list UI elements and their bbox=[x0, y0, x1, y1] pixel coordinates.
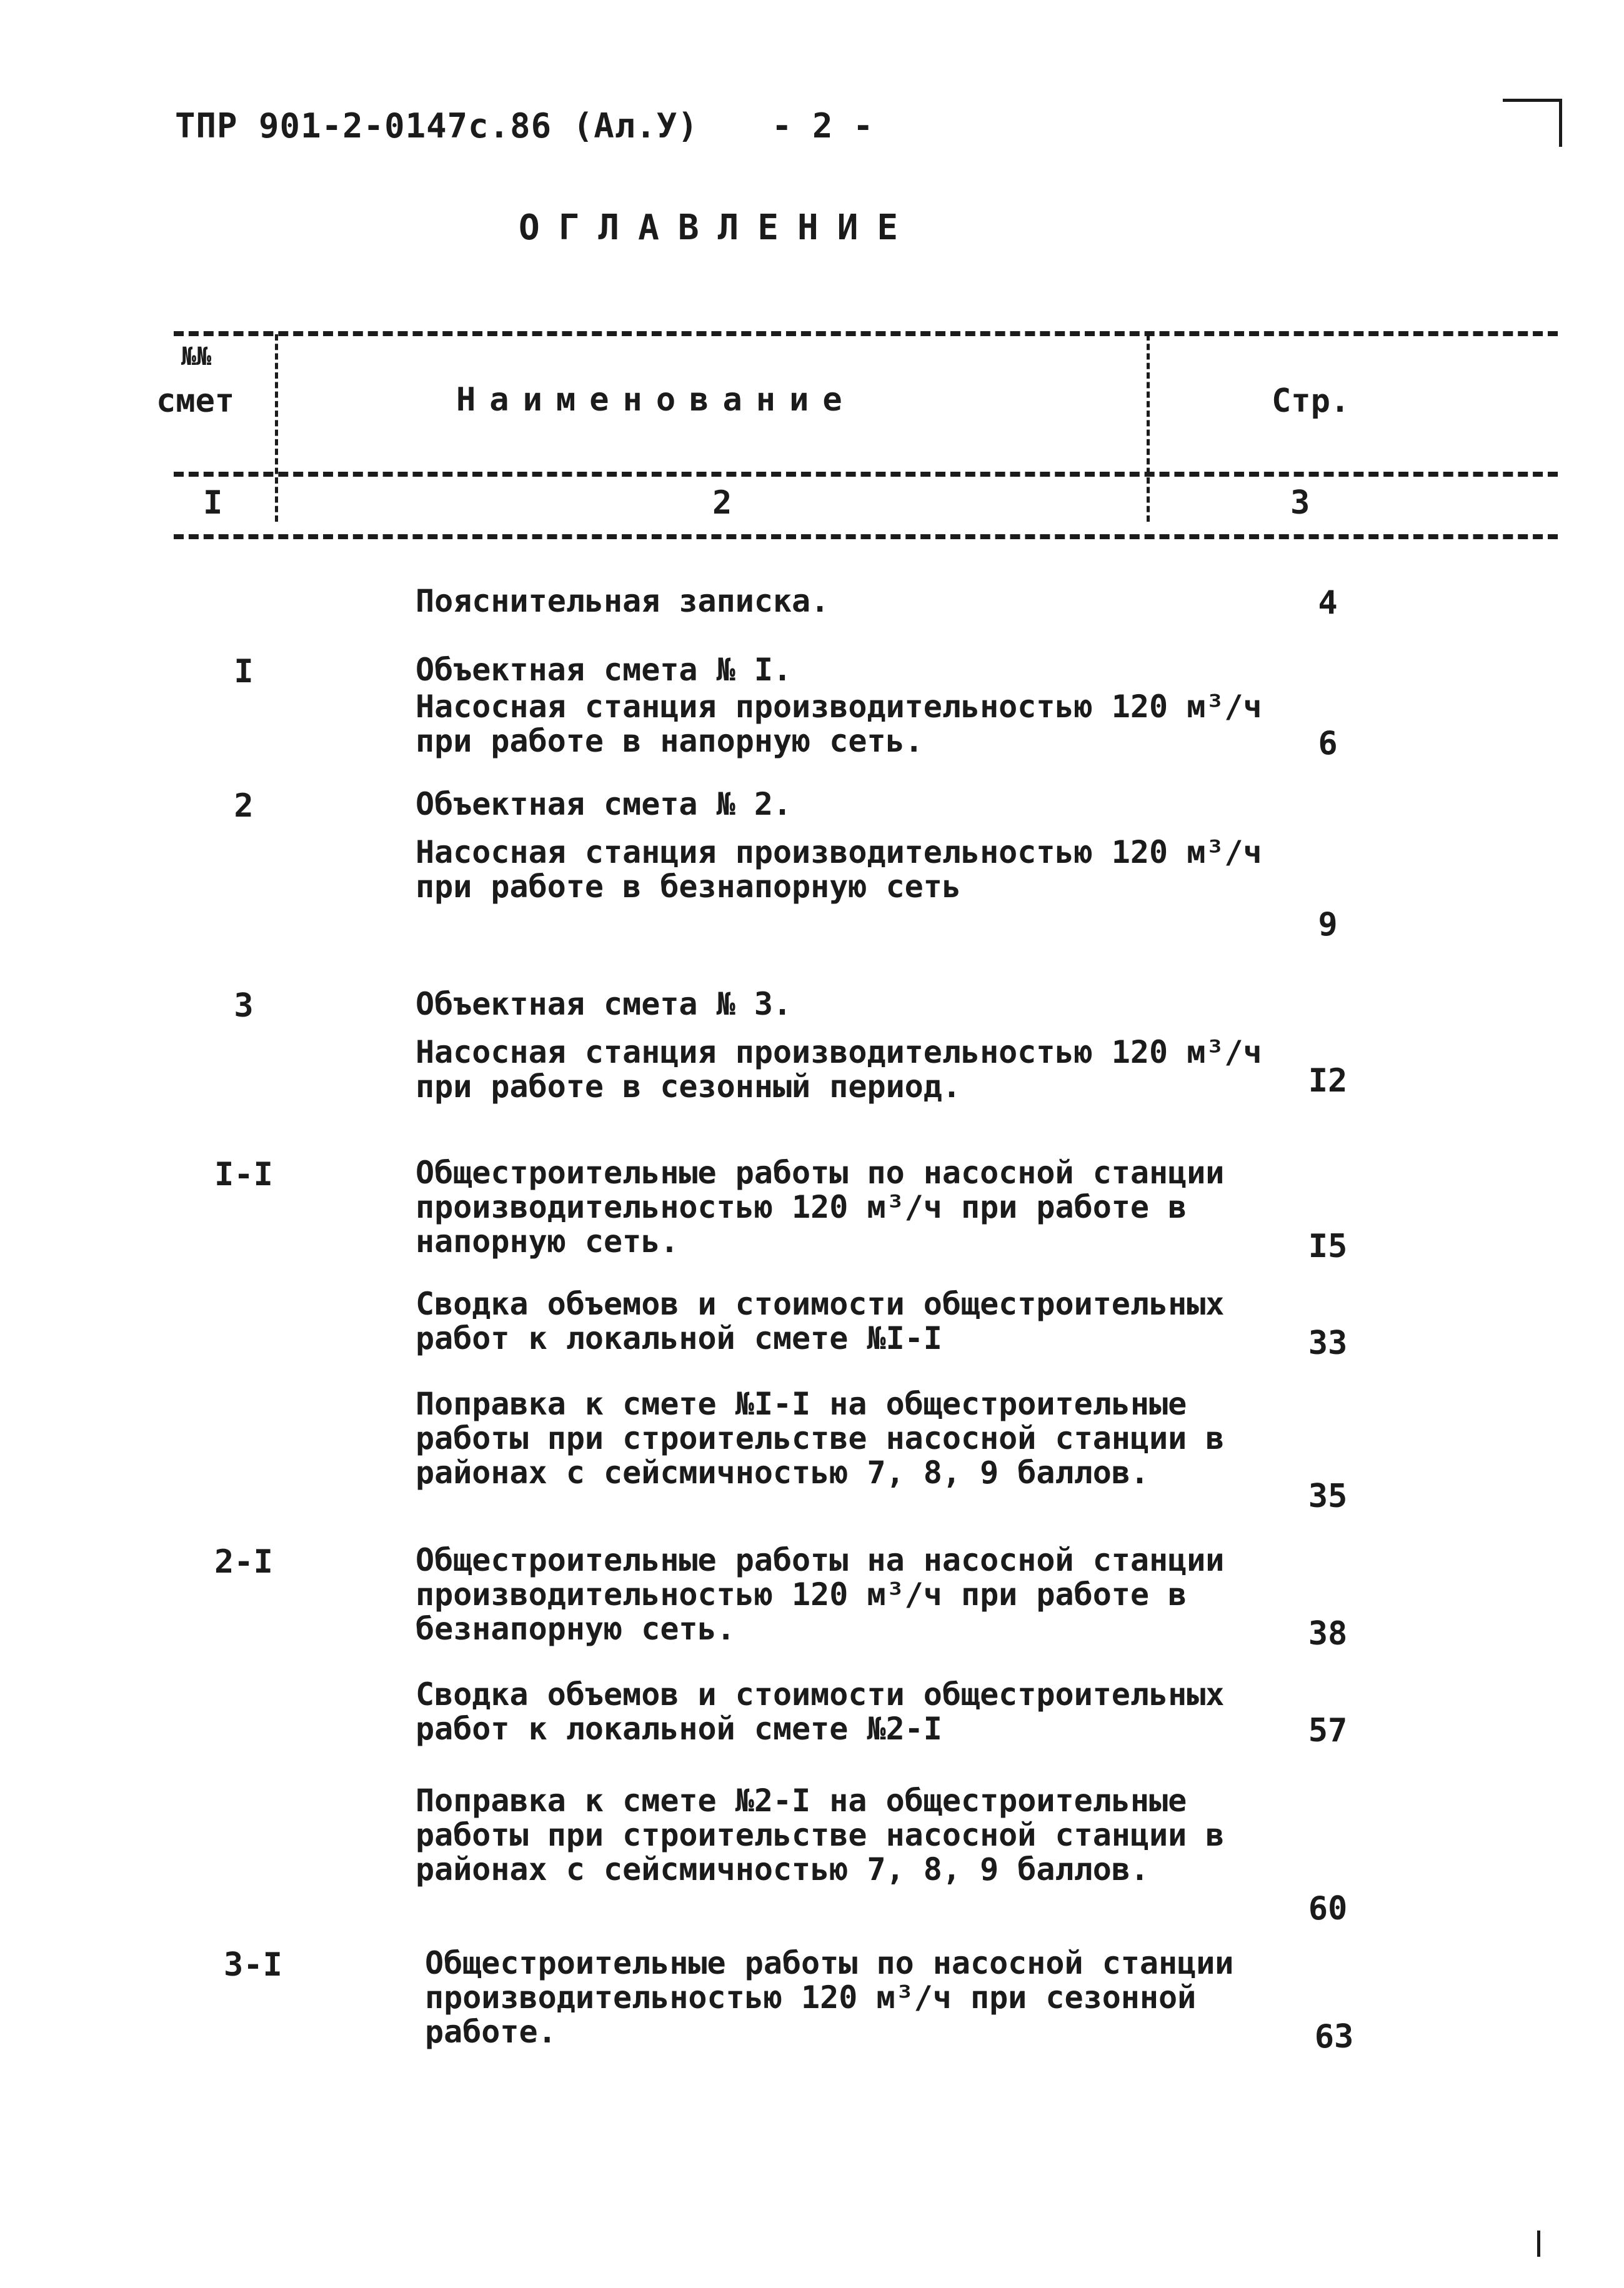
entry-page: I5 bbox=[1308, 1228, 1348, 1265]
entry-page: 4 bbox=[1318, 584, 1338, 622]
entry-page: 9 bbox=[1318, 906, 1338, 943]
entry-page: 63 bbox=[1314, 2018, 1354, 2056]
entry-page: 33 bbox=[1308, 1325, 1348, 1362]
entry-subtitle: Насосная станция производительностью 120 м³/ч при работе в напорную сеть. bbox=[416, 689, 1262, 759]
entry-page: 6 bbox=[1318, 725, 1338, 762]
entry-heading: Сводка объемов и стоимости общестроительных работ к локальной смете №2-I bbox=[416, 1676, 1225, 1747]
document-code: ТПР 901-2-0147с.86 (Ал.У) bbox=[175, 106, 699, 146]
entry-heading: Пояснительная записка. bbox=[416, 583, 830, 619]
entry-title bbox=[416, 1387, 1278, 1490]
entry-title bbox=[416, 1287, 1278, 1356]
entry-number: 2 bbox=[234, 787, 254, 825]
col2-number: 2 bbox=[712, 484, 732, 522]
column-separator-2 bbox=[1147, 334, 1150, 522]
entry-heading: Общестроительные работы по насосной станции производительностью 120 м³/ч при работе в напорную сеть. bbox=[416, 1155, 1225, 1260]
col1-number: I bbox=[203, 484, 223, 522]
entry-page: 57 bbox=[1308, 1712, 1348, 1749]
entry-title bbox=[416, 653, 1278, 759]
entry-page: 38 bbox=[1308, 1615, 1348, 1653]
entry-page: 60 bbox=[1308, 1890, 1348, 1927]
entry-number: 2-I bbox=[214, 1543, 273, 1581]
entry-page: I2 bbox=[1308, 1062, 1348, 1100]
entry-heading: Общестроительные работы по насосной станции производительностью 120 м³/ч при сезонной работе. bbox=[425, 1945, 1234, 2050]
margin-tick-mark bbox=[1537, 2231, 1540, 2257]
entry-number: I-I bbox=[214, 1156, 273, 1193]
entry-heading: Поправка к смете №2-I на общестроительные работы при строительстве насосной станции в районах с сейсмичностью 7, 8, 9 баллов. bbox=[416, 1783, 1225, 1888]
entry-page: 35 bbox=[1308, 1478, 1348, 1515]
entry-title bbox=[416, 1156, 1278, 1259]
entry-number: I bbox=[234, 653, 254, 690]
col3-header: Стр. bbox=[1272, 382, 1350, 420]
entry-title bbox=[416, 584, 1278, 619]
entry-heading: Поправка к смете №I-I на общестроительные работы при строительстве насосной станции в районах с сейсмичностью 7, 8, 9 баллов. bbox=[416, 1386, 1225, 1491]
column-separator-1 bbox=[275, 334, 278, 522]
entry-title bbox=[416, 1543, 1278, 1646]
entry-heading: Общестроительные работы на насосной станции производительностью 120 м³/ч при работе в безнапорную сеть. bbox=[416, 1542, 1225, 1647]
entry-number: 3-I bbox=[224, 1946, 282, 1984]
entry-title bbox=[416, 1784, 1278, 1887]
col1-header-line1: №№ bbox=[181, 342, 212, 371]
entry-heading: Объектная смета № 3. bbox=[416, 986, 792, 1022]
header-middle-rule bbox=[174, 472, 1558, 477]
entry-title bbox=[416, 1678, 1278, 1746]
entry-heading: Сводка объемов и стоимости общестроительных работ к локальной смете №I-I bbox=[416, 1286, 1225, 1356]
entry-subtitle: Насосная станция производительностью 120 м³/ч при работе в сезонный период. bbox=[416, 1034, 1262, 1105]
header-bottom-rule bbox=[174, 534, 1558, 539]
entry-title bbox=[425, 1946, 1287, 2049]
header-top-rule bbox=[174, 331, 1558, 336]
entry-heading: Объектная смета № 2. bbox=[416, 786, 792, 822]
col1-header-line2: смет bbox=[156, 382, 235, 420]
page-number: - 2 - bbox=[772, 106, 874, 146]
col2-header: Наименование bbox=[456, 381, 856, 419]
col3-number: 3 bbox=[1290, 484, 1310, 522]
entry-title bbox=[416, 987, 1278, 1104]
entry-heading: Объектная смета № I. bbox=[416, 652, 792, 688]
entry-title bbox=[416, 787, 1278, 904]
entry-subtitle: Насосная станция производительностью 120 м³/ч при работе в безнапорную сеть bbox=[416, 834, 1262, 905]
entry-number: 3 bbox=[234, 987, 254, 1025]
page-title: ОГЛАВЛЕНИЕ bbox=[519, 207, 917, 248]
corner-bracket-mark bbox=[1503, 99, 1562, 147]
